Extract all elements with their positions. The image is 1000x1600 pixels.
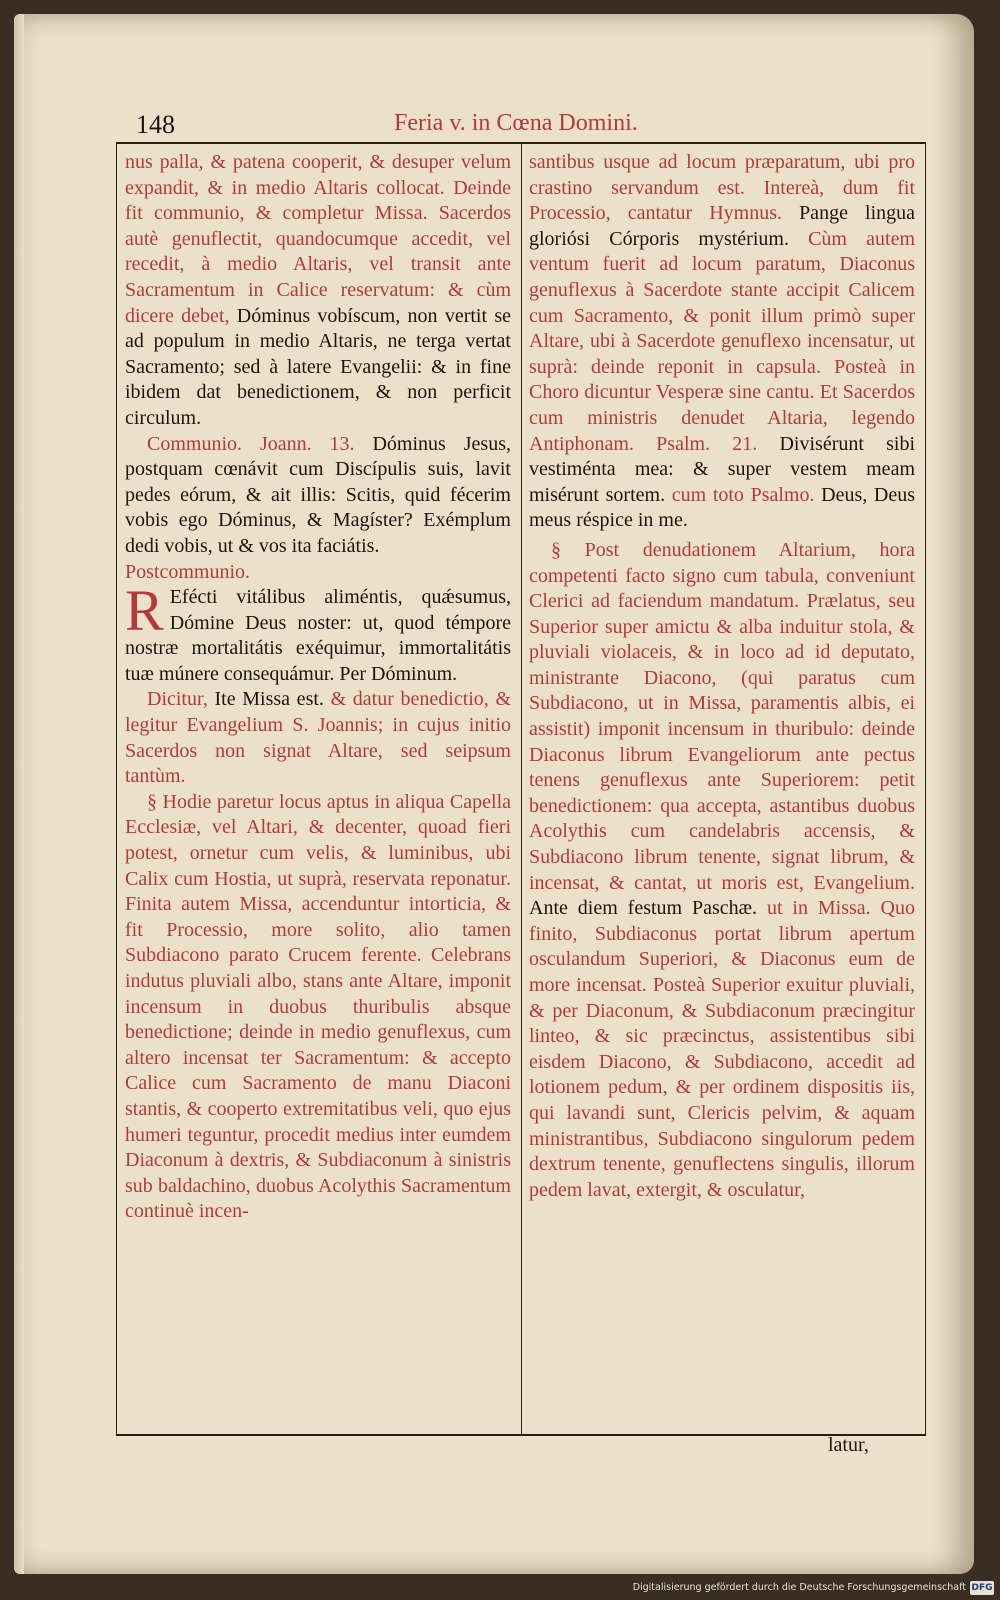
mandatum-rubric: § Post denudationem Altarium, hora competenti facto signo cum tabula, conveniunt Clerici ad faciendum mandatum. Prælatus, seu Superior super amictu & alba induitur stola, & pluviali violaceis, & in loco ad id deputato, ministrante Diacono, (qui paratus cum Subdiacono, ut in Missa, paramentis albis, ei assistit) imponit incensum in thuribulo: deinde Diaconus librum Evangeliorum ante pectus tenens genuflexus ante Superiorem: petit benedictionem: qua accepta, astantibus duobus Acolythis cum candelabris accensis, & Subdiacono librum tenente, signat librum, & incensat, & cantat, ut moris est, Evangelium. bbox=[529, 538, 915, 894]
left-paragraph-1 bbox=[125, 150, 511, 432]
footer-bar bbox=[0, 1578, 1000, 1600]
processio-continuation: santibus usque ad locum præparatum, ubi pro crastino servandum est. Intereà, dum fit Processio, cantatur Hymnus. bbox=[529, 151, 915, 225]
dominus-vobiscum: Dóminus vobíscum, bbox=[236, 304, 401, 327]
vesperae-rubric: Cùm autem ventum fuerit ad locum paratum, Diaconus genuflexus à Sacerdote stante accipit Calicem cum Sacramento, & ponit illum primò super Altare, ubi à Sacerdote genuflexo incensatur, ut suprà: deinde reponit in capsula. Posteà in Choro dicuntur Vesperæ sine cantu. Et Sacerdos cum ministris denudet Altaria, legendo Antiphonam. Psalm. 21. bbox=[529, 227, 915, 455]
column-divider bbox=[521, 144, 522, 1434]
book-page bbox=[14, 14, 974, 1574]
dicitur-paragraph bbox=[125, 687, 511, 789]
postcommunio-heading: Postcommunio. bbox=[125, 560, 251, 583]
dfg-logo: DFG bbox=[971, 1583, 993, 1593]
postcommunio-text: Efécti vitálibus aliméntis, quǽsumus, Dómine Deus noster: ut, quod témpore nostræ mortalitátis exéquimur, immortalitátis tuæ múnere consequámur. Per Dóminum. bbox=[125, 586, 511, 685]
catchword: latur, bbox=[828, 1434, 869, 1456]
postcommunio-paragraph bbox=[125, 578, 511, 687]
ite-missa-est: Ite Missa est. bbox=[214, 688, 324, 711]
page-number: 148 bbox=[136, 110, 175, 139]
drop-cap: R bbox=[125, 578, 164, 644]
rubric-continuation: non vertit se ad populum in medio Altaris, ne terga vertat Sacramento; sed à latere Evangelii: & in fine ibidem dat benedictionem, & non perficit circulum. bbox=[125, 304, 511, 429]
footer-credit: Digitalisierung gefördert durch die Deutsche Forschungsgemeinschaft bbox=[632, 1582, 966, 1593]
rubric-processio: § Hodie paretur locus aptus in aliqua Capella Ecclesiæ, vel Altari, & decenter, quoad fieri potest, ornetur cum velis, & luminibus, ubi Calix cum Hostia, ut suprà, reservata reponatur. Finita autem Missa, accenduntur intorticia, & fit Processio, more solito, alio tamen Subdiacono parato Crucem ferente. Celebrans indutus pluviali albo, stans ante Altare, imponit incensum in duobus thuribulis absque benedictione; deinde in medio genuflexus, cum altero incensat ter Sacramentum: & accepto Calice cum Sacramento de manu Diaconi stantis, & cooperto extremitatibus veli, quo ejus humeri teguntur, procedit medius inter eumdem Diaconum à dextris, & Subdiaconum à sinistris sub baldachino, duobus Acolythis Sacramentum continuè incen- bbox=[125, 790, 511, 1223]
running-title: Feria v. in Cœna Domini. bbox=[394, 110, 638, 136]
psalm-incipit: Deus, Deus meus réspice in me. bbox=[529, 483, 915, 532]
right-paragraph-1 bbox=[529, 150, 915, 534]
communio-paragraph bbox=[125, 432, 511, 560]
mandatum-paragraph bbox=[529, 538, 915, 1203]
ante-diem-incipit: Ante diem festum Paschæ. bbox=[529, 897, 758, 920]
communio-text: Dóminus Jesus, postquam cœnávit cum Discípulis suis, lavit pedes eórum, & ait illis: Scitis, quid fécerim vobis ego Dóminus, & Magíster? Exémplum dedi vobis, ut & vos ita faciátis. bbox=[125, 432, 511, 557]
rubric-text: nus palla, & patena cooperit, & desuper velum expandit, & in medio Altaris collocat. Deinde fit communio, & completur Missa. Sacerdos autè genuflectit, quandocumque accedit, vel recedit, à medio Altaris, vel transit ante Sacramentum in Calice reservatum: & cùm dicere debet, bbox=[125, 151, 511, 327]
communio-reference: Communio. Joann. 13. bbox=[147, 432, 355, 455]
left-column bbox=[125, 150, 511, 1225]
lotio-pedum-rubric: ut in Missa. Quo finito, Subdiaconus portat librum apertum osculandum Superiori, & Diaconus eum de more incensat. Posteà Superior exuitur pluviali, & per Diaconum, & Subdiaconum præcingitur linteo, & sic præcinctus, assistentibus sibi eisdem Diacono, & Subdiacono, accedit ad lotionem pedum, & per ordinem dispositis iis, qui lavandi sunt, Clericis pelvim, & aquam ministrantibus, Subdiacono singulorum pedem dextrum tenente, genuflectens singulis, illorum pedem lavat, extergit, & osculatur, bbox=[529, 897, 915, 1201]
antiphon-text: Divisérunt sibi vestiménta mea: & super vestem meam misérunt sortem. bbox=[529, 432, 916, 506]
page-header bbox=[124, 110, 924, 140]
page-gutter-edge bbox=[14, 14, 24, 1574]
psalm-rubric: cum toto Psalmo. bbox=[671, 483, 815, 506]
dicitur-end: & datur benedictio, & legitur Evangelium S. Joannis; in cujus initio Sacerdos non signat Altare, sed seipsum tantùm. bbox=[125, 688, 512, 788]
hymn-incipit: Pange lingua gloriósi Córporis mystérium. bbox=[529, 202, 915, 250]
text-frame bbox=[116, 142, 926, 1436]
dicitur-start: Dicitur, bbox=[147, 688, 208, 711]
right-column bbox=[529, 150, 915, 1203]
